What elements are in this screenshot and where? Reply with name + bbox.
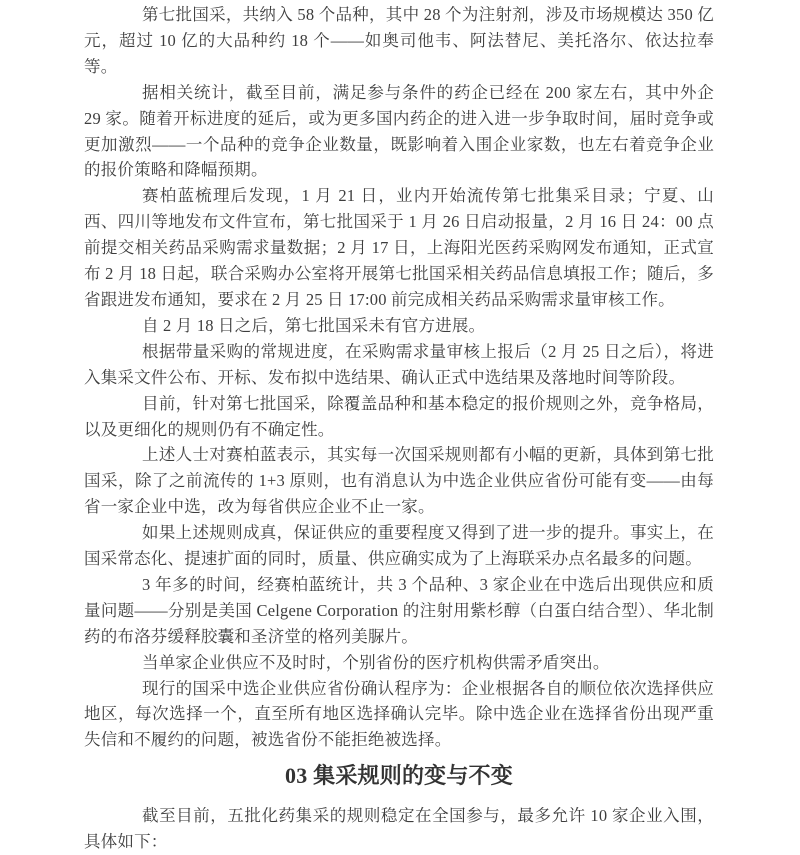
paragraph: 如果上述规则成真，保证供应的重要程度又得到了进一步的提升。事实上，在国采常态化、提速扩面的同时，质量、供应确实成为了上海联采办点名最多的问题。 bbox=[84, 523, 714, 569]
section-heading: 03 集采规则的变与不变 bbox=[285, 763, 513, 789]
paragraph: 根据带量采购的常规进度，在采购需求量审核上报后（2 月 25 日之后），将进入集采文件公布、开标、发布拟中选结果、确认正式中选结果及落地时间等阶段。 bbox=[84, 341, 714, 387]
paragraph: 3 年多的时间，经赛柏蓝统计，共 3 个品种、3 家企业在中选后出现供应和质量问题——分别是美国 Celgene Corporation 的注射用紫杉醇（白蛋白结合型）、华北制药的布洛芬缓释胶囊和圣济堂的格列美脲片。 bbox=[84, 574, 714, 646]
paragraph: 自 2 月 18 日之后，第七批国采未有官方进展。 bbox=[142, 315, 486, 335]
paragraph: 上述人士对赛柏蓝表示，其实每一次国采规则都有小幅的更新，具体到第七批国采，除了之前流传的 1+3 原则，也有消息认为中选企业供应省份可能有变——由每省一家企业中选，改为每省供应企业不止一家。 bbox=[84, 445, 714, 517]
paragraph: 截至目前，五批化药集采的规则稳定在全国参与，最多允许 10 家企业入围，具体如下： bbox=[84, 806, 714, 852]
paragraph: 当单家企业供应不及时时，个别省份的医疗机构供需矛盾突出。 bbox=[142, 652, 610, 672]
document-body bbox=[84, 2, 714, 855]
paragraph: 据相关统计，截至目前，满足参与条件的药企已经在 200 家左右，其中外企 29 家。随着开标进度的延后，或为更多国内药企的进入进一步争取时间，届时竞争或更加激烈——一个品种的竞争企业数量，既影响着入围企业家数，也左右着竞争企业的报价策略和降幅预期。 bbox=[84, 82, 714, 180]
paragraph: 第七批国采，共纳入 58 个品种，其中 28 个为注射剂，涉及市场规模达 350 亿元，超过 10 亿的大品种约 18 个——如奥司他韦、阿法替尼、美托洛尔、依达拉奉等。 bbox=[84, 5, 714, 76]
paragraph: 现行的国采中选企业供应省份确认程序为：企业根据各自的顺位依次选择供应地区，每次选择一个，直至所有地区选择确认完毕。除中选企业在选择省份出现严重失信和不履约的问题，被选省份不能拒绝被选择。 bbox=[84, 678, 714, 750]
paragraph: 赛柏蓝梳理后发现，1 月 21 日，业内开始流传第七批集采目录；宁夏、山西、四川等地发布文件宣布，第七批国采于 1 月 26 日启动报量，2 月 16 日 24：00 点前提交相关药品采购需求量数据；2 月 17 日，上海阳光医药采购网发布通知，正式宣布 2 月 18 日起，联合采购办公室将开展第七批国采相关药品信息填报工作；随后，多省跟进发布通知，要求在 2 月 25 日 17:00 前完成相关药品采购需求量审核工作。 bbox=[84, 186, 714, 309]
paragraph: 目前，针对第七批国采，除覆盖品种和基本稳定的报价规则之外，竞争格局，以及更细化的规则仍有不确定性。 bbox=[84, 393, 714, 439]
